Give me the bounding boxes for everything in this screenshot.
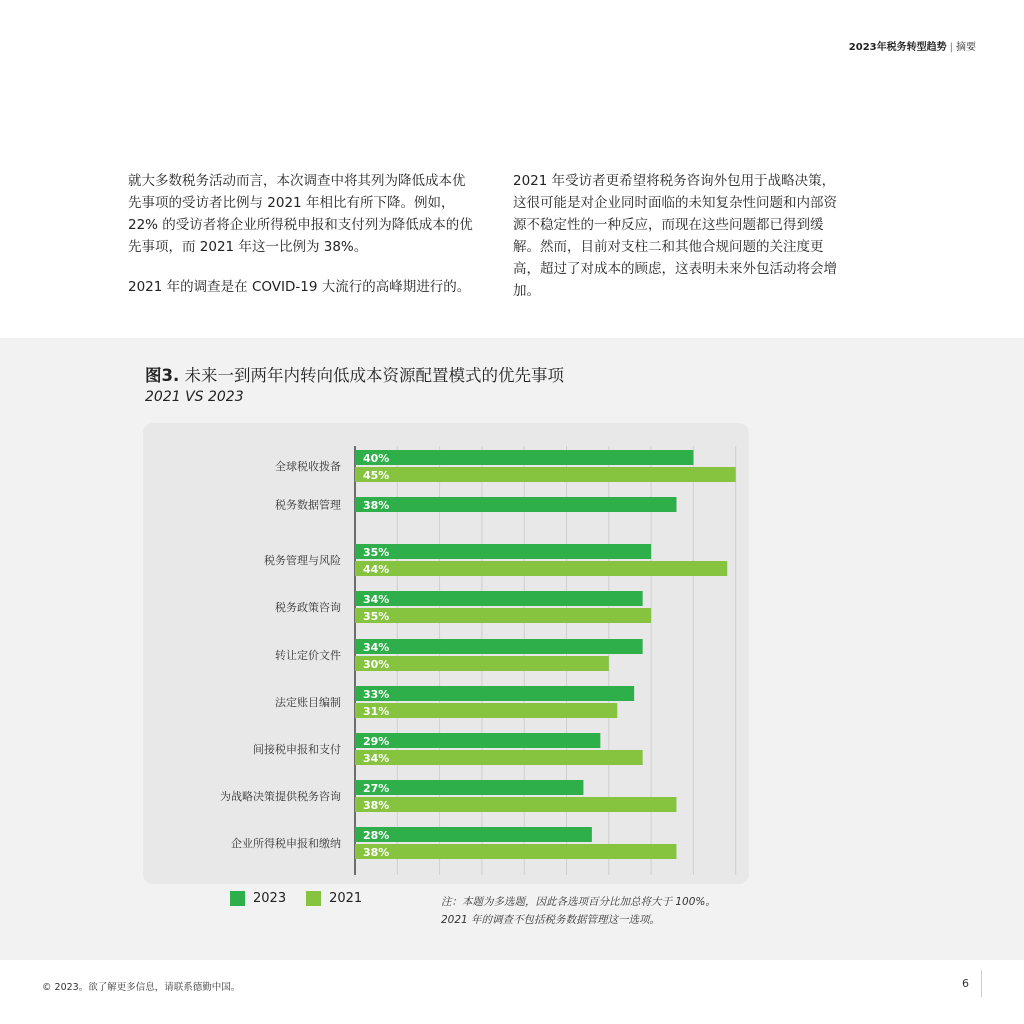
bar-2023 [355, 827, 592, 842]
running-header: 2023年税务转型趋势 | 摘要 [848, 42, 976, 53]
category-label: 企业所得税申报和缴纳 [231, 837, 341, 850]
data-label: 38% [363, 499, 390, 512]
bar-2021 [355, 561, 727, 576]
legend-label-2023: 2023 [253, 891, 287, 906]
category-label: 为战略决策提供税务咨询 [220, 790, 341, 803]
data-label: 35% [363, 546, 390, 559]
chart-note [441, 893, 716, 929]
bar-2021 [355, 797, 676, 812]
data-label: 44% [363, 563, 390, 576]
category-label: 法定账目编制 [275, 696, 341, 709]
bar-2023 [355, 544, 651, 559]
paragraph: 就大多数税务活动而言，本次调查中将其列为降低成本优先事项的受访者比例与 2021 年相比有所下降。例如，22% 的受访者将企业所得税申报和支付列为降低成本的优先事项，而 2021 年这一比例为 38%。 [128, 173, 473, 255]
page-divider [981, 970, 982, 997]
bar-2021 [355, 656, 609, 671]
report-title: 2023年税务转型趋势 [848, 42, 947, 53]
data-label: 34% [363, 641, 390, 654]
bar-2023 [355, 639, 643, 654]
section-name: 摘要 [956, 42, 976, 53]
figure-number: 图3. [145, 366, 180, 385]
legend-swatch-2023 [230, 891, 245, 906]
paragraph: 2021 年受访者更希望将税务咨询外包用于战略决策，这很可能是对企业同时面临的未知复杂性问题和内部资源不稳定性的一种反应，而现在这些问题都已得到缓解。然而，目前对支柱二和其他合规问题的关注度更高，超过了对成本的顾虑，这表明未来外包活动将会增加。 [513, 173, 837, 299]
data-label: 40% [363, 452, 390, 465]
data-label: 34% [363, 752, 390, 765]
note-line: 注：本题为多选题，因此各选项百分比加总将大于 100%。 [441, 896, 716, 908]
data-label: 38% [363, 846, 390, 859]
data-label: 45% [363, 469, 390, 482]
category-label: 税务管理与风险 [264, 554, 341, 567]
category-label: 全球税收拨备 [275, 460, 341, 473]
data-label: 28% [363, 829, 390, 842]
bar-2021 [355, 750, 643, 765]
bar-2023 [355, 733, 600, 748]
data-label: 34% [363, 593, 390, 606]
bar-2023 [355, 591, 643, 606]
note-line: 2021 年的调查不包括税务数据管理这一选项。 [441, 914, 661, 926]
bar-2023 [355, 686, 634, 701]
category-label: 间接税申报和支付 [253, 743, 341, 756]
figure-subtitle: 2021 VS 2023 [145, 389, 244, 405]
data-label: 30% [363, 658, 390, 671]
paragraph: 2021 年的调查是在 COVID-19 大流行的高峰期进行的。 [128, 279, 471, 295]
bar-2021 [355, 608, 651, 623]
data-label: 31% [363, 705, 390, 718]
data-label: 29% [363, 735, 390, 748]
bar-2021 [355, 844, 676, 859]
data-label: 33% [363, 688, 390, 701]
chart-legend [230, 891, 362, 906]
data-label: 35% [363, 610, 390, 623]
category-label: 转让定价文件 [275, 649, 341, 662]
legend-item-2023 [230, 891, 286, 906]
page-number: 6 [962, 977, 969, 990]
data-label: 38% [363, 799, 390, 812]
legend-swatch-2021 [306, 891, 321, 906]
bar-2021 [355, 467, 736, 482]
data-label: 27% [363, 782, 390, 795]
footer-copyright: © 2023。欲了解更多信息，请联系德勤中国。 [42, 982, 241, 993]
category-label: 税务数据管理 [275, 498, 341, 512]
category-label: 税务政策咨询 [275, 601, 341, 614]
legend-item-2021 [306, 891, 362, 906]
bar-2023 [355, 497, 676, 512]
figure-title-text: 未来一到两年内转向低成本资源配置模式的优先事项 [184, 366, 564, 385]
bar-2023 [355, 450, 693, 465]
legend-label-2021: 2021 [329, 891, 363, 906]
bar-2021 [355, 703, 617, 718]
